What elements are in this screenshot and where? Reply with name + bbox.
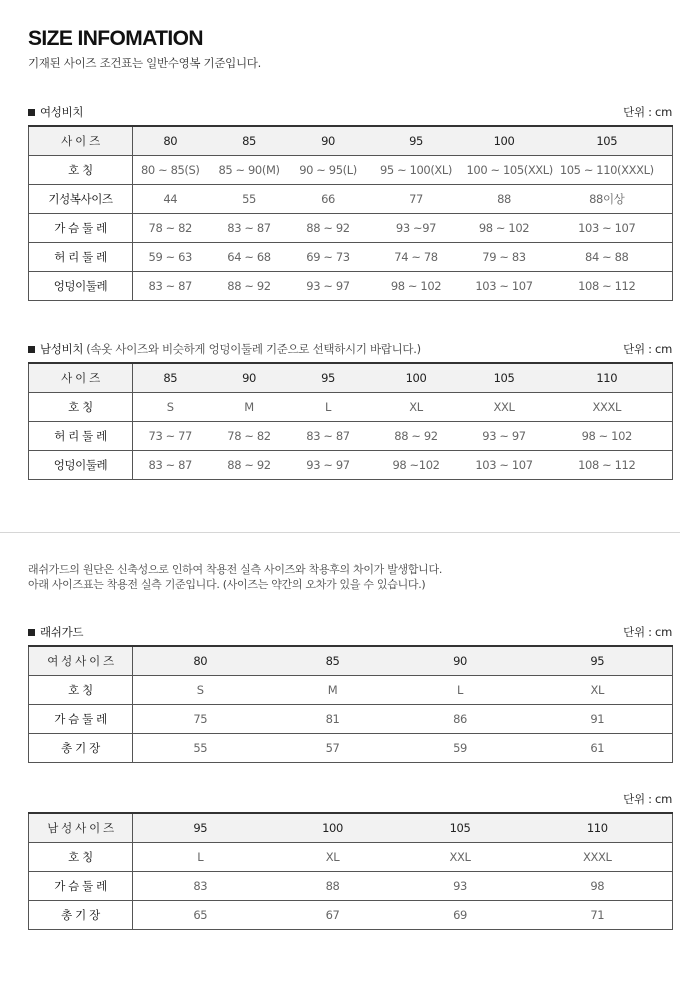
- size-column-header: 90: [291, 126, 366, 155]
- table-cell: 84 ~ 88: [542, 242, 673, 271]
- men-beach-unit: 단위 : cm: [623, 342, 672, 356]
- table-row: [29, 184, 673, 213]
- size-column-header: 95: [523, 646, 673, 675]
- table-cell: XXXL: [542, 392, 673, 421]
- table-cell: 93 ~97: [366, 213, 467, 242]
- row-label: 기성복사이즈: [29, 184, 133, 213]
- square-bullet-icon: [28, 346, 35, 353]
- table-cell: 100 ~ 105(XXL): [467, 155, 542, 184]
- table-cell: 88 ~ 92: [366, 421, 467, 450]
- size-column-header: 80: [133, 646, 268, 675]
- table-cell: 93 ~ 97: [467, 421, 542, 450]
- table-cell: 93 ~ 97: [306, 278, 350, 293]
- table-header-row: [29, 363, 673, 392]
- size-column-header: 85: [268, 646, 398, 675]
- rashguard-notice: [28, 562, 442, 592]
- table-row: [29, 900, 673, 929]
- table-cell: XXL: [467, 392, 542, 421]
- table-cell: 69: [453, 907, 467, 922]
- table-cell: 77: [366, 184, 467, 213]
- table-cell: 98: [523, 871, 673, 900]
- page-subtitle: 기재된 사이즈 조건표는 일반수영복 기준입니다.: [28, 56, 261, 70]
- table-row: [29, 242, 673, 271]
- table-cell: 98 ~102: [392, 457, 440, 472]
- table-cell: 88: [268, 871, 398, 900]
- table-cell: 57: [325, 740, 340, 755]
- table-cell: 103 ~ 107: [475, 457, 533, 472]
- table-cell: 103 ~ 107: [475, 278, 533, 293]
- table-cell: XXXL: [523, 842, 673, 871]
- table-cell: M: [208, 392, 291, 421]
- table-cell: 90 ~ 95(L): [291, 155, 366, 184]
- table-cell: 61: [590, 740, 605, 755]
- table-cell: 85 ~ 90(M): [208, 155, 291, 184]
- table-cell: 71: [590, 907, 605, 922]
- table-cell: S: [133, 675, 268, 704]
- rashguard-notice-line-1: 래쉬가드의 원단은 신축성으로 인하여 착용전 실측 사이즈와 착용후의 차이가 발생합니다.: [28, 563, 443, 576]
- table-cell: 83 ~ 87: [291, 421, 366, 450]
- men-beach-note: (속옷 사이즈와 비슷하게 엉덩이둘레 기준으로 선택하시기 바랍니다.): [86, 342, 421, 356]
- size-column-header: 100: [467, 126, 542, 155]
- size-column-header: 80: [133, 126, 208, 155]
- table-cell: 105 ~ 110(XXXL): [542, 155, 673, 184]
- row-label: 총 기 장: [29, 900, 133, 929]
- table-cell: 69 ~ 73: [291, 242, 366, 271]
- size-column-header: 95: [366, 126, 467, 155]
- size-column-header: 100: [268, 813, 398, 842]
- table-row: [29, 271, 673, 300]
- size-column-header: 105: [467, 363, 542, 392]
- rashguard-men-size-table: [28, 812, 673, 930]
- table-row: [29, 871, 673, 900]
- square-bullet-icon: [28, 629, 35, 636]
- table-cell: 64 ~ 68: [208, 242, 291, 271]
- women-beach-title-text: 여성비치: [40, 105, 84, 119]
- row-label: 사 이 즈: [29, 363, 133, 392]
- table-cell: 59 ~ 63: [133, 242, 208, 271]
- row-label: 엉덩이둘레: [29, 450, 133, 479]
- table-cell: 98 ~ 102: [390, 278, 442, 293]
- table-cell: XL: [268, 842, 398, 871]
- rashguard-women-header: [28, 624, 672, 640]
- women-beach-header: [28, 104, 672, 120]
- row-label: 남 성 사 이 즈: [29, 813, 133, 842]
- square-bullet-icon: [28, 109, 35, 116]
- size-column-header: 105: [542, 126, 673, 155]
- table-cell: 83: [133, 871, 268, 900]
- table-cell: 83 ~ 87: [148, 278, 192, 293]
- table-cell: 95 ~ 100(XL): [366, 155, 467, 184]
- rashguard-title-text: 래쉬가드: [40, 625, 84, 639]
- row-label: 호 칭: [29, 155, 133, 184]
- table-cell: L: [133, 842, 268, 871]
- row-label: 호 칭: [29, 392, 133, 421]
- table-row: [29, 675, 673, 704]
- table-cell: 73 ~ 77: [133, 421, 208, 450]
- table-cell: S: [133, 392, 208, 421]
- table-cell: 78 ~ 82: [133, 213, 208, 242]
- page-title: SIZE INFOMATION: [28, 27, 203, 50]
- table-cell: 93: [398, 871, 523, 900]
- size-column-header: 105: [398, 813, 523, 842]
- table-cell: 88 ~ 92: [227, 457, 271, 472]
- women-beach-title: [28, 104, 83, 120]
- row-label: 호 칭: [29, 842, 133, 871]
- rashguard-men-header: [28, 791, 672, 807]
- table-row: [29, 450, 673, 479]
- table-cell: L: [291, 392, 366, 421]
- table-cell: 93 ~ 97: [306, 457, 350, 472]
- table-cell: 67: [325, 907, 340, 922]
- table-row: [29, 733, 673, 762]
- table-cell: 44: [133, 184, 208, 213]
- table-cell: 108 ~ 112: [578, 278, 636, 293]
- size-column-header: 90: [208, 363, 291, 392]
- table-row: [29, 155, 673, 184]
- table-row: [29, 704, 673, 733]
- row-label: 가 슴 둘 레: [29, 704, 133, 733]
- table-cell: XL: [366, 392, 467, 421]
- rashguard-notice-line-2: 아래 사이즈표는 착용전 실측 기준입니다. (사이즈는 약간의 오차가 있을 수 있습니다.): [28, 578, 426, 591]
- table-cell: 88: [467, 184, 542, 213]
- table-row: [29, 392, 673, 421]
- table-cell: 108 ~ 112: [578, 457, 636, 472]
- table-cell: 79 ~ 83: [467, 242, 542, 271]
- women-beach-size-table: [28, 125, 673, 301]
- row-label: 허 리 둘 레: [29, 421, 133, 450]
- table-cell: XL: [523, 675, 673, 704]
- row-label: 사 이 즈: [29, 126, 133, 155]
- men-beach-title: [28, 341, 421, 357]
- table-cell: 103 ~ 107: [542, 213, 673, 242]
- table-cell: 98 ~ 102: [467, 213, 542, 242]
- row-label: 허 리 둘 레: [29, 242, 133, 271]
- size-column-header: 100: [366, 363, 467, 392]
- table-cell: 80 ~ 85(S): [133, 155, 208, 184]
- table-header-row: [29, 813, 673, 842]
- row-label: 호 칭: [29, 675, 133, 704]
- table-cell: 83 ~ 87: [208, 213, 291, 242]
- size-column-header: 85: [133, 363, 208, 392]
- size-column-header: 95: [291, 363, 366, 392]
- table-cell: 83 ~ 87: [148, 457, 192, 472]
- table-cell: XXL: [398, 842, 523, 871]
- row-label: 가 슴 둘 레: [29, 871, 133, 900]
- row-label: 총 기 장: [29, 733, 133, 762]
- table-cell: 88 ~ 92: [227, 278, 271, 293]
- size-column-header: 85: [208, 126, 291, 155]
- table-cell: 55: [208, 184, 291, 213]
- table-cell: 81: [268, 704, 398, 733]
- table-cell: L: [398, 675, 523, 704]
- rashguard-women-size-table: [28, 645, 673, 763]
- table-cell: 75: [133, 704, 268, 733]
- size-column-header: 95: [133, 813, 268, 842]
- table-cell: 65: [193, 907, 208, 922]
- row-label: 가 슴 둘 레: [29, 213, 133, 242]
- women-beach-unit: 단위 : cm: [623, 105, 672, 119]
- men-beach-title-text: 남성비치: [40, 342, 84, 356]
- section-divider: [0, 532, 680, 533]
- table-cell: 74 ~ 78: [366, 242, 467, 271]
- men-beach-header: [28, 341, 672, 357]
- size-column-header: 110: [523, 813, 673, 842]
- table-cell: 55: [193, 740, 208, 755]
- table-cell: 91: [523, 704, 673, 733]
- table-header-row: [29, 646, 673, 675]
- table-row: [29, 421, 673, 450]
- table-cell: 66: [291, 184, 366, 213]
- table-cell: 78 ~ 82: [208, 421, 291, 450]
- table-cell: 88 ~ 92: [291, 213, 366, 242]
- row-label: 여 성 사 이 즈: [29, 646, 133, 675]
- size-column-header: 90: [398, 646, 523, 675]
- table-cell: 88이상: [542, 184, 673, 213]
- table-row: [29, 213, 673, 242]
- row-label: 엉덩이둘레: [29, 271, 133, 300]
- rashguard-women-unit: 단위 : cm: [623, 625, 672, 639]
- table-header-row: [29, 126, 673, 155]
- rashguard-title: [28, 624, 83, 640]
- rashguard-men-unit: 단위 : cm: [623, 792, 672, 806]
- table-cell: 59: [453, 740, 467, 755]
- table-cell: 86: [398, 704, 523, 733]
- table-row: [29, 842, 673, 871]
- size-column-header: 110: [542, 363, 673, 392]
- table-cell: M: [268, 675, 398, 704]
- men-beach-size-table: [28, 362, 673, 480]
- table-cell: 98 ~ 102: [542, 421, 673, 450]
